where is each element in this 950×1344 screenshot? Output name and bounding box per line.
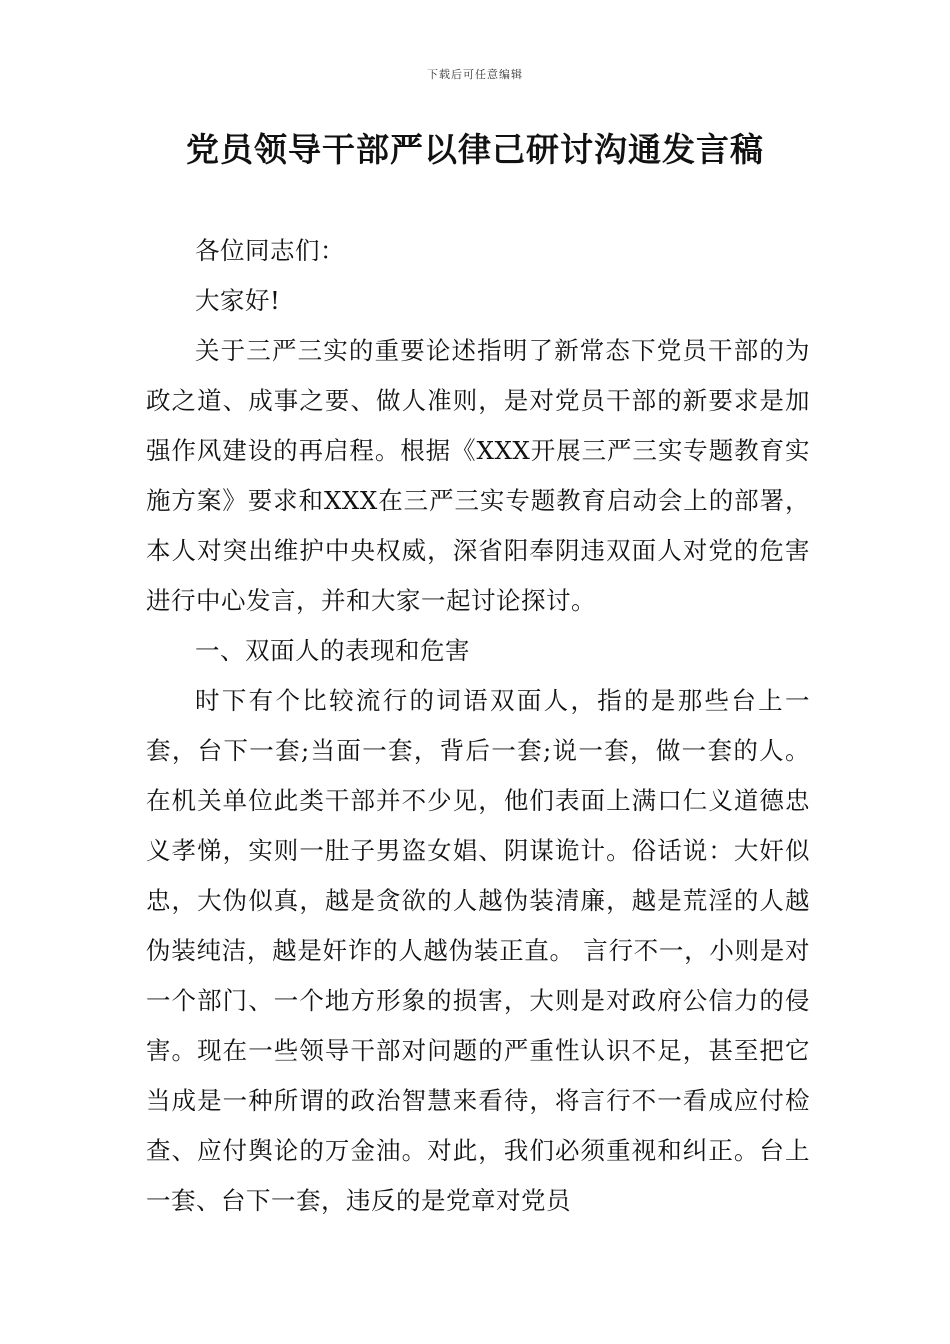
intro-paragraph: 关于三严三实的重要论述指明了新常态下党员干部的为政之道、成事之要、做人准则，是对党员干部的新要求是加强作风建设的再启程。根据《XXX开展三严三实专题教育实施方案》要求和XXX在三严三实专题教育启动会上的部署，本人对突出维护中央权威，深省阳奉阴违双面人对党的危害进行中心发言，并和大家一起讨论探讨。 xyxy=(146,336,810,615)
document-title: 党员领导干部严以律己研讨沟通发言稿 xyxy=(186,130,764,169)
section-heading: 一、双面人的表现和危害 xyxy=(195,636,470,665)
header-note: 下载后可任意编辑 xyxy=(427,68,523,81)
greeting: 大家好! xyxy=(195,286,281,315)
document-body xyxy=(146,226,810,1226)
body-paragraph: 时下有个比较流行的词语双面人，指的是那些台上一套，台下一套;当面一套，背后一套;说一套，做一套的人。在机关单位此类干部并不少见，他们表面上满口仁义道德忠义孝悌，实则一肚子男盗女娼、阴谋诡计。俗话说：大奸似忠，大伪似真，越是贪欲的人越伪装清廉，越是荒淫的人越伪装纯洁，越是奸诈的人越伪装正直。 言行不一，小则是对一个部门、一个地方形象的损害，大则是对政府公信力的侵害。现在一些领导干部对问题的严重性认识不足，甚至把它当成是一种所谓的政治智慧来看待，将言行不一看成应付检查、应付舆论的万金油。对此，我们必须重视和纠正。台上一套、台下一套，违反的是党章对党员 xyxy=(146,686,810,1215)
salutation: 各位同志们： xyxy=(195,236,345,265)
